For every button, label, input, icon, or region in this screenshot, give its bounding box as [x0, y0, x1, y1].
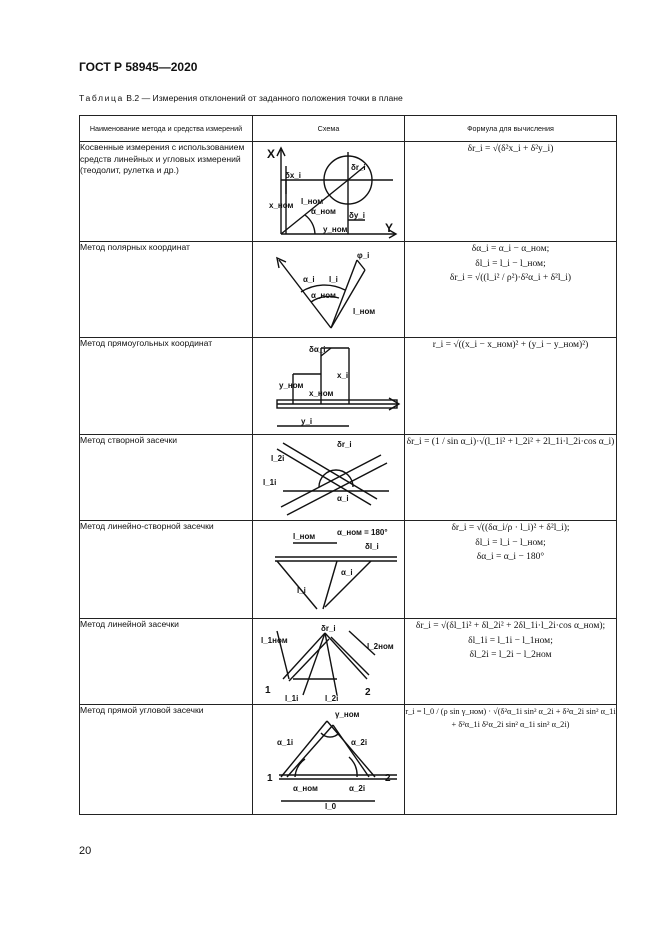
- table-header-row: [80, 116, 617, 142]
- scheme-label: α_ном = 180°: [337, 528, 388, 537]
- document-header: ГОСТ Р 58945—2020: [79, 60, 198, 74]
- formula-cell: [405, 705, 617, 815]
- table-row: [80, 521, 617, 619]
- scheme-cell: [253, 338, 405, 435]
- formula-cell: [405, 521, 617, 619]
- scheme-label: α_1i: [277, 738, 294, 747]
- scheme-label: x_i: [337, 371, 349, 380]
- scheme-label: 2: [365, 687, 371, 698]
- scheme-label: l_2i: [271, 454, 285, 463]
- scheme-label: 1: [267, 773, 273, 784]
- scheme-label: l_ном: [301, 197, 324, 206]
- scheme-label: l_ном: [293, 532, 316, 541]
- scheme-label: α_i: [341, 568, 353, 577]
- table-row: [80, 142, 617, 242]
- scheme-label: φ_i: [357, 251, 370, 260]
- measurement-methods-table: [79, 115, 617, 815]
- linear-intersection-diagram: [253, 619, 403, 703]
- scheme-cell: [253, 142, 405, 242]
- formula-cell: [405, 242, 617, 338]
- formula-line: δl_1i = l_1i − l_1ном;: [468, 635, 553, 646]
- scheme-label: δr_i: [337, 440, 352, 449]
- scheme-label: δr_i: [321, 624, 336, 633]
- scheme-label: δl_i: [365, 542, 379, 551]
- scheme-label: l_1ном: [261, 636, 288, 645]
- scheme-label: α_ном: [311, 207, 336, 216]
- scheme-label: x_ном: [309, 389, 334, 398]
- scheme-cell: [253, 619, 405, 705]
- scheme-label: X: [267, 147, 276, 161]
- linear-alignment-diagram: [253, 521, 403, 617]
- table-caption: [79, 93, 403, 103]
- scheme-cell: [253, 705, 405, 815]
- table-row: [80, 705, 617, 815]
- scheme-label: y_i: [301, 417, 313, 426]
- formula-line: δr_i = √(δ²x_i + δ²y_i): [467, 144, 554, 154]
- scheme-label: l_i: [297, 586, 306, 595]
- scheme-label: l_2ном: [367, 642, 394, 651]
- formula-line: δr_i = √((δα_i/ρ · l_i)² + δ²l_i);: [451, 523, 570, 533]
- scheme-label: α_2i: [351, 738, 368, 747]
- formula-line: δr_i = (1 / sin α_i)·√(l_1i² + l_2i² + 2l_1i·l_2i·cos α_i): [406, 437, 615, 447]
- scheme-label: α_ном: [293, 784, 318, 793]
- scheme-label: α_i: [303, 275, 315, 284]
- formula-line: δr_i = √(δl_1i² + δl_2i² + 2δl_1i·l_2i·cos α_ном);: [415, 621, 606, 631]
- method-name: Метод прямоугольных координат: [80, 338, 253, 435]
- formula-line: δl_i = l_i − l_ном;: [475, 537, 546, 548]
- table-row: [80, 338, 617, 435]
- scheme-label: α_i: [337, 494, 349, 503]
- scheme-label: Y: [385, 221, 394, 235]
- table-row: [80, 242, 617, 338]
- direct-angular-intersection-diagram: [253, 705, 403, 813]
- scheme-label: l_0: [325, 802, 337, 811]
- formula-cell: [405, 435, 617, 521]
- scheme-label: 2: [385, 773, 391, 784]
- table-row: [80, 435, 617, 521]
- formula-cell: [405, 619, 617, 705]
- scheme-label: l_2i: [325, 694, 339, 703]
- col-header-scheme: Схема: [253, 116, 405, 142]
- method-name: Косвенные измерения с использованием средств линейных и угловых измерений (теодолит, рулетка и др.): [80, 142, 253, 242]
- scheme-label: δr_i: [351, 163, 366, 172]
- alignment-intersection-diagram: [253, 435, 403, 519]
- formula-cell: [405, 338, 617, 435]
- scheme-label: x_ном: [269, 201, 294, 210]
- scheme-label: γ_ном: [335, 710, 360, 719]
- scheme-cell: [253, 242, 405, 338]
- scheme-cell: [253, 435, 405, 521]
- scheme-label: δx_i: [285, 171, 301, 180]
- formula-cell: [405, 142, 617, 242]
- page-number: 20: [79, 845, 92, 857]
- indirect-measurement-diagram: [253, 142, 403, 240]
- col-header-formula: Формула для вычисления: [405, 116, 617, 142]
- formula-line: δl_2i = l_2i − l_2ном: [469, 650, 552, 661]
- table-row: [80, 619, 617, 705]
- scheme-label: δα_i: [309, 345, 326, 354]
- polar-coordinates-diagram: [253, 242, 403, 336]
- scheme-label: α_2i: [349, 784, 366, 793]
- scheme-label: l_1i: [263, 478, 277, 487]
- caption-rest: В.2 — Измерения отклонений от заданного положения точки в плане: [123, 93, 403, 103]
- scheme-label: l_i: [329, 275, 338, 284]
- scheme-label: y_ном: [323, 225, 348, 234]
- scheme-label: l_1i: [285, 694, 299, 703]
- formula-line: δα_i = α_i − 180°: [476, 552, 545, 563]
- formula-line: r_i = l_0 / (ρ sin γ_ном) · √(δ²α_1i sin² α_2i + δ²α_2i sin² α_1i + δ²α_1i δ²α_2i sin² α_1i sin² α_2i): [405, 707, 616, 730]
- scheme-label: l_ном: [353, 307, 376, 316]
- formula-line: δl_i = l_i − l_ном;: [475, 258, 546, 269]
- scheme-label: α_ном: [311, 291, 336, 300]
- method-name: Метод прямой угловой засечки: [80, 705, 253, 815]
- method-name: Метод полярных координат: [80, 242, 253, 338]
- scheme-cell: [253, 521, 405, 619]
- method-name: Метод линейной засечки: [80, 619, 253, 705]
- scheme-label: 1: [265, 685, 271, 696]
- method-name: Метод линейно-створной засечки: [80, 521, 253, 619]
- formula-line: δr_i = √((l_i² / ρ²)·δ²α_i + δ²l_i): [449, 273, 572, 284]
- rectangular-coordinates-diagram: [253, 338, 403, 433]
- scheme-label: δy_i: [349, 211, 365, 220]
- col-header-method: Наименование метода и средства измерений: [80, 116, 253, 142]
- method-name: Метод створной засечки: [80, 435, 253, 521]
- formula-line: r_i = √((x_i − x_ном)² + (y_i − y_ном)²): [432, 340, 589, 350]
- formula-line: δα_i = α_i − α_ном;: [471, 244, 550, 254]
- caption-lead: Таблица: [79, 93, 124, 103]
- scheme-label: y_ном: [279, 381, 304, 390]
